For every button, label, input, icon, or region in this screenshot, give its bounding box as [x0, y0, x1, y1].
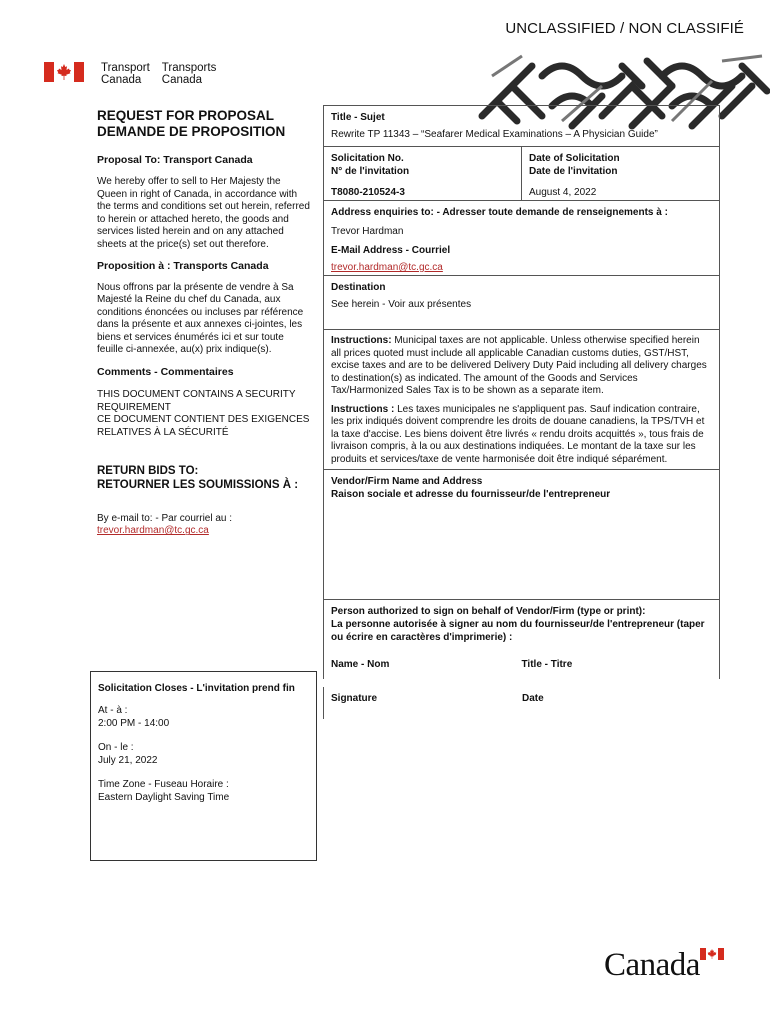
proposition-text: Nous offrons par la présente de vendre à Sa Majesté la Reine du chef du Canada, aux conditions énoncées ou incluses par référence dans la présente et aux annexes ci-jointes, les biens et services énumérés ici et sur toute feuille ci-annexée, au(x) prix indique(s). [97, 281, 304, 356]
department-signature: Transport Canada Transports Canada [101, 62, 217, 87]
classification-label: UNCLASSIFIED / NON CLASSIFIÉ [505, 20, 744, 37]
closing-title: Solicitation Closes - L'invitation prend fin [98, 683, 295, 694]
wordmark-flag-icon [700, 948, 724, 960]
contact-name: Trevor Hardman [331, 226, 404, 237]
closing-time: 2:00 PM - 14:00 [98, 718, 170, 729]
email-link[interactable]: trevor.hardman@tc.gc.ca [97, 525, 209, 537]
vendor-label-en: Vendor/Firm Name and Address [331, 476, 483, 487]
email-address-label: E-Mail Address - Courriel [331, 245, 451, 256]
solicitation-date-value: August 4, 2022 [529, 187, 597, 198]
instructions-fr: Instructions : Les taxes municipales ne s'appliquent pas. Sauf indication contraire, les prix indiqués doivent comprendre les droits de douane canadiens, la TPS/TVH et la taxe d'accise. Les biens doivent être livrés « rendu droits acquittés », tous frais de livraison compris, à la ou aux destinations indiquées. Le montant de la taxe sur les produits et services/taxe de vente harmonisée doit être indiqué séparément. [331, 403, 705, 465]
timezone-label: Time Zone - Fuseau Horaire : [98, 779, 229, 790]
solicitation-date-label-en: Date of Solicitation [529, 153, 620, 164]
title-value: Rewrite TP 11343 – “Seafarer Medical Examinations – A Physician Guide” [331, 129, 658, 140]
instructions-en: Instructions: Municipal taxes are not applicable. Unless otherwise specified herein all prices quoted must include all applicable Canadian customs duties, GST/HST, excise taxes and are to be delivered Delivery Duty Paid including all delivery charges to destination(s) as indicated. The amount of the Goods and Services Tax/Harmonized Sales Tax is to be shown as a separate item. [331, 335, 707, 396]
timezone-value: Eastern Daylight Saving Time [98, 792, 230, 803]
proposition-label: Proposition à : Transports Canada [97, 260, 269, 273]
signature-field-label: Signature [331, 693, 378, 704]
title-label: Title - Sujet [331, 112, 385, 123]
destination-label: Destination [331, 282, 386, 293]
title-fr: DEMANDE DE PROPOSITION [97, 124, 286, 140]
closing-on-label: On - le : [98, 742, 134, 753]
contact-email-link[interactable]: trevor.hardman@tc.gc.ca [331, 262, 443, 273]
solicitation-no-label-fr: N° de l'invitation [331, 166, 410, 177]
date-field-label: Date [522, 693, 544, 704]
solicitation-no-label-en: Solicitation No. [331, 153, 404, 164]
closing-at-label: At - à : [98, 705, 128, 716]
closing-box [90, 671, 317, 861]
destination-value: See herein - Voir aux présentes [331, 299, 472, 310]
comments-label: Comments - Commentaires [97, 365, 234, 378]
security-fr: CE DOCUMENT CONTIENT DES EXIGENCES RELATIVES À LA SÉCURITÉ [97, 414, 310, 438]
solicitation-date-label-fr: Date de l'invitation [529, 166, 618, 177]
return-bids-en: RETURN BIDS TO: [97, 465, 199, 478]
auth-label-fr: La personne autorisée à signer au nom du fournisseur/de l'entrepreneur (taper ou écrire en caractères d'imprimerie) : [331, 619, 705, 643]
auth-label-en: Person authorized to sign on behalf of Vendor/Firm (type or print): [331, 606, 646, 617]
proposal-to-text: We hereby offer to sell to Her Majesty the Queen in right of Canada, in accordance with the terms and conditions set out herein, referred to herein or attached hereto, the goods and services listed herein and on any attached sheets at the price(s) set out therefore. [97, 176, 310, 250]
proposal-to-label: Proposal To: Transport Canada [97, 154, 253, 167]
title-en: REQUEST FOR PROPOSAL [97, 108, 275, 123]
name-field-label: Name - Nom [331, 659, 390, 670]
closing-date: July 21, 2022 [98, 755, 158, 766]
address-enquiries-label: Address enquiries to: - Adresser toute demande de renseignements à : [331, 207, 668, 218]
canada-wordmark: Canada [604, 947, 700, 983]
solicitation-no-value: T8080-210524-3 [331, 187, 405, 198]
return-bids-fr: RETOURNER LES SOUMISSIONS À : [97, 479, 299, 492]
vendor-label-fr: Raison sociale et adresse du fournisseur/de l'entrepreneur [331, 489, 611, 500]
title-field-label: Title - Titre [521, 659, 573, 670]
email-label: By e-mail to: - Par courriel au : [97, 512, 233, 524]
security-en: THIS DOCUMENT CONTAINS A SECURITY REQUIREMENT [97, 389, 296, 413]
canada-flag-icon [44, 62, 84, 82]
